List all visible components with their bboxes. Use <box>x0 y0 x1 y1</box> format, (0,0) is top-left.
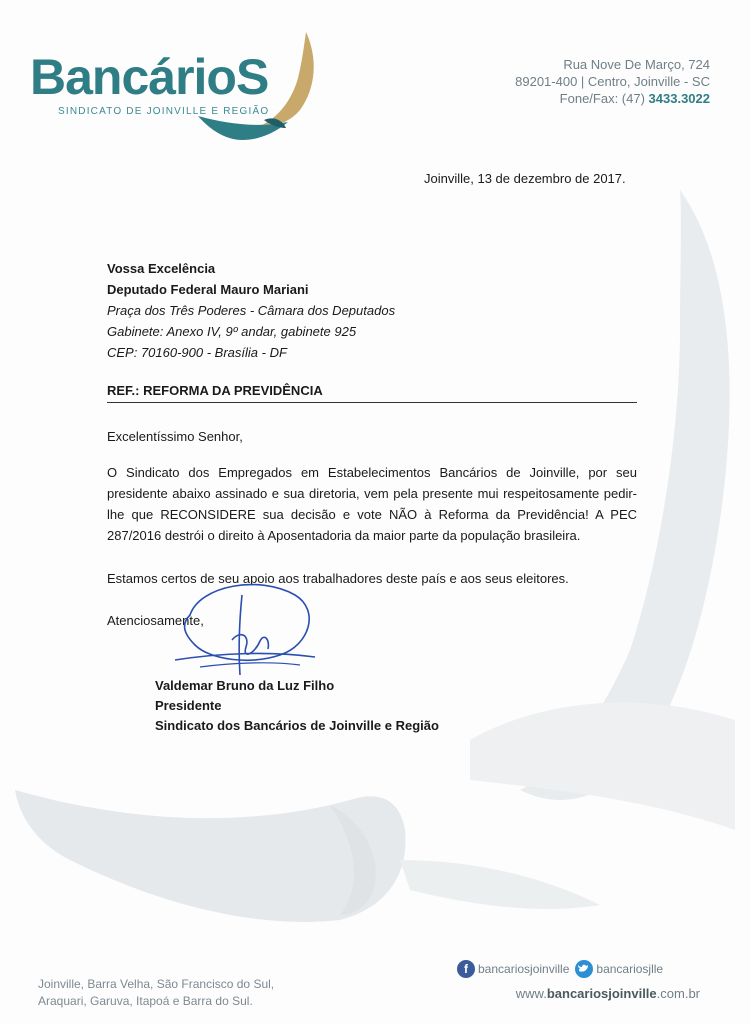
regards-line: Atenciosamente, <box>107 613 204 628</box>
website-domain: bancariosjoinville <box>546 986 657 1001</box>
signer-name: Valdemar Bruno da Luz Filho <box>155 678 335 693</box>
website-link[interactable] <box>516 986 700 1001</box>
recipient-block <box>107 258 395 363</box>
body-paragraph: O Sindicato dos Empregados em Estabelecimentos Bancários de Joinville, por seu presidente abaixo assinado e sua diretoria, vem pela presente mui respeitosamente pedir-lhe que RECONSIDERE sua decisão e vote NÃO à Reforma da Previdência! A PEC 287/2016 destrói o direito à Aposentadoria da maior parte da população brasileira. <box>107 465 637 543</box>
recipient-line-3: Praça dos Três Poderes - Câmara dos Deputados <box>107 303 396 318</box>
footer-cities-line-2: Araquari, Garuva, Itapoá e Barra do Sul. <box>38 994 253 1008</box>
closing-paragraph: Estamos certos de seu apoio aos trabalhadores deste país e aos seus eleitores. <box>107 571 569 586</box>
address-line-1: Rua Nove De Março, 724 <box>563 57 710 72</box>
address-line-2: 89201-400 | Centro, Joinville - SC <box>515 74 710 89</box>
signature-icon <box>170 575 320 685</box>
logo-wordmark: BancárioS <box>30 49 269 105</box>
reference-line: REF.: REFORMA DA PREVIDÊNCIA <box>107 383 637 403</box>
website-suffix: .com.br <box>656 986 700 1001</box>
phone-number: 3433.3022 <box>648 91 710 106</box>
signer-org: Sindicato dos Bancários de Joinville e Região <box>155 718 439 733</box>
salutation: Excelentíssimo Senhor, <box>107 429 243 444</box>
recipient-line-5: CEP: 70160-900 - Brasília - DF <box>107 345 287 360</box>
footer-cities-line-1: Joinville, Barra Velha, São Francisco do Sul, <box>38 977 275 991</box>
recipient-line-1: Vossa Excelência <box>107 261 216 276</box>
phone-label: Fone/Fax: (47) <box>559 91 649 106</box>
facebook-link[interactable] <box>457 960 569 978</box>
footer-cities <box>38 976 274 1010</box>
recipient-line-2: Deputado Federal Mauro Mariani <box>107 282 309 297</box>
union-logo <box>28 28 328 148</box>
social-links <box>457 960 669 978</box>
twitter-icon <box>575 960 593 978</box>
twitter-handle: bancariosjlle <box>596 962 664 976</box>
signer-title: Presidente <box>155 698 222 713</box>
recipient-line-4: Gabinete: Anexo IV, 9º andar, gabinete 925 <box>107 324 357 339</box>
facebook-icon: f <box>457 960 475 978</box>
facebook-handle: bancariosjoinville <box>478 962 570 976</box>
contact-block <box>515 56 710 107</box>
website-prefix: www. <box>515 986 547 1001</box>
signer-block <box>155 676 439 736</box>
logo-subtitle: SINDICATO DE JOINVILLE E REGIÃO <box>58 106 270 117</box>
phone-line <box>515 90 710 107</box>
letter-date: Joinville, 13 de dezembro de 2017. <box>424 171 626 186</box>
twitter-link[interactable] <box>575 960 663 978</box>
